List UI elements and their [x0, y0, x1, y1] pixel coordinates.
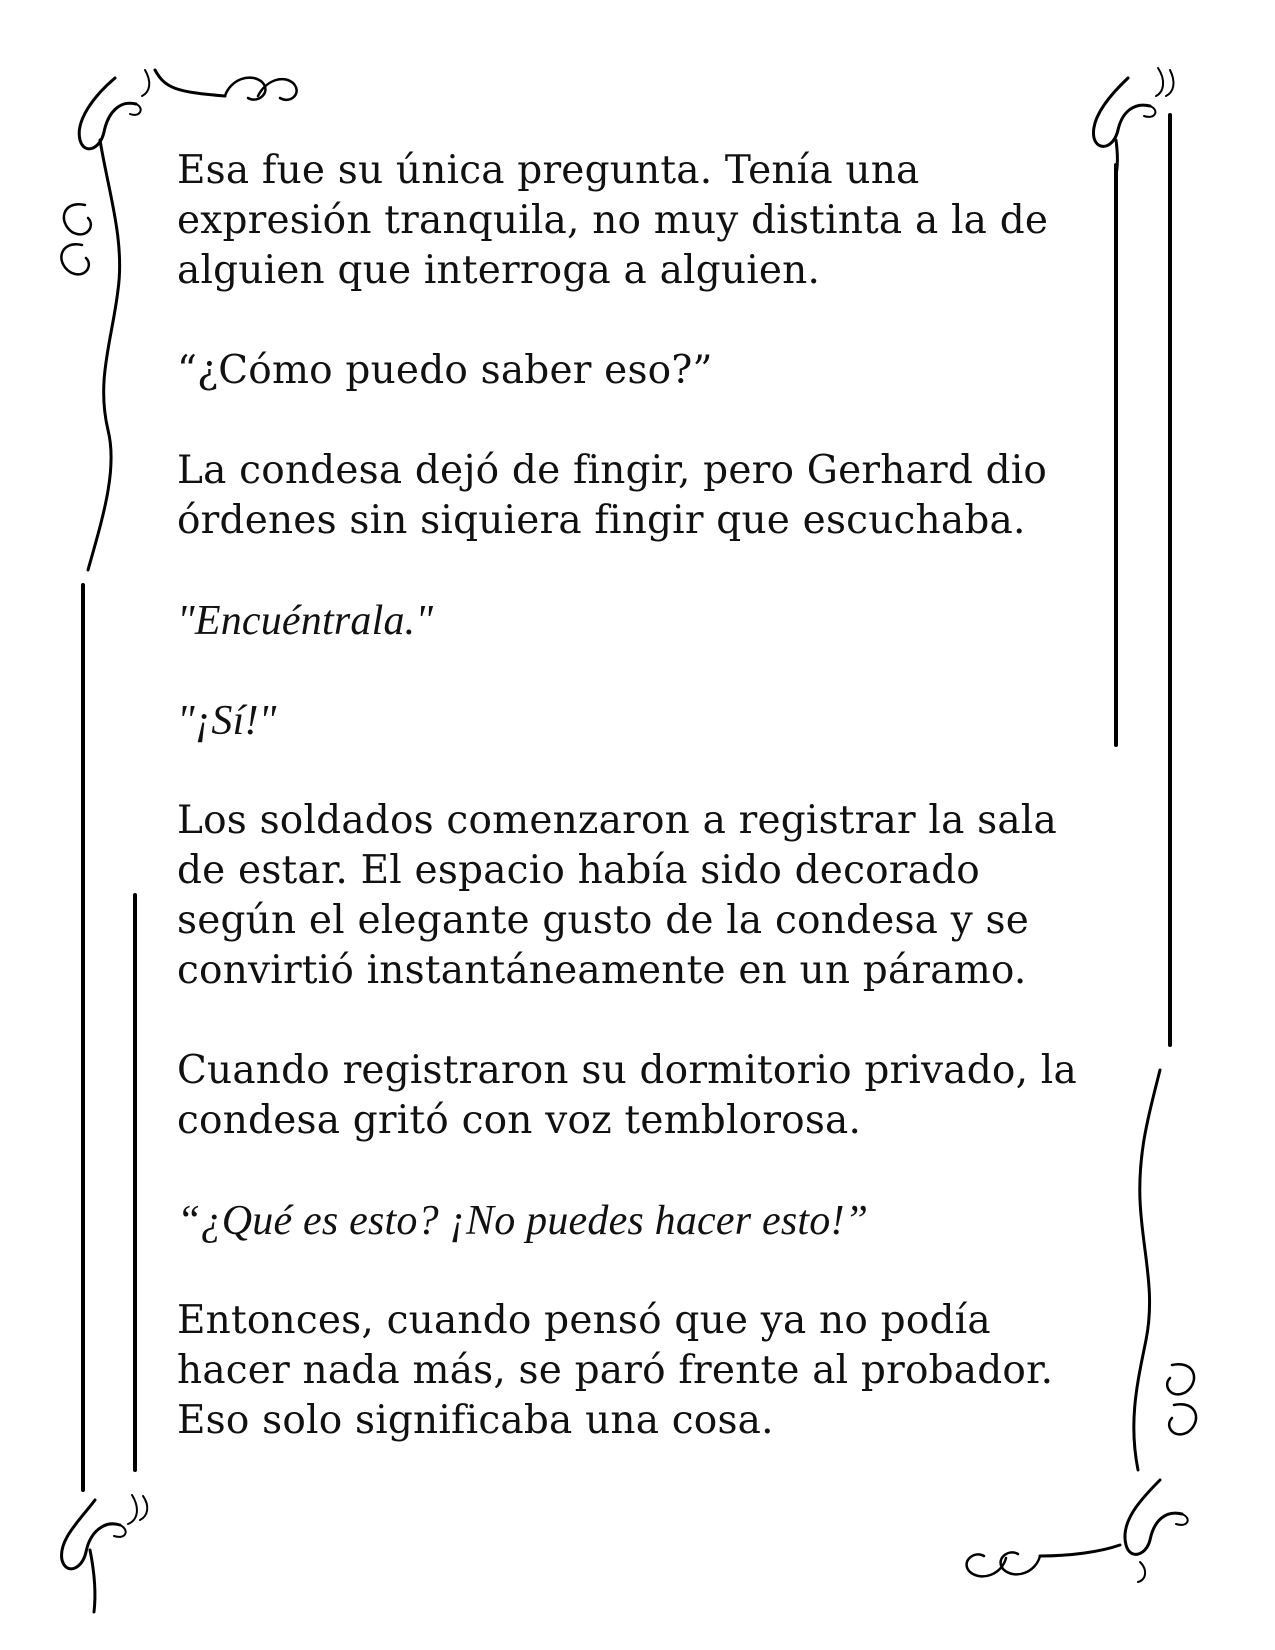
paragraph-3: La condesa dejó de fingir, pero Gerhard dio órdenes sin siquiera fingir que escuchaba. [177, 448, 1048, 543]
paragraph-6: Los soldados comenzaron a registrar la sala de estar. El espacio había sido decorado según el elegante gusto de la condesa y se convirtió instantáneamente en un páramo. [177, 798, 1057, 993]
paragraph-9: Entonces, cuando pensó que ya no podía hacer nada más, se paró frente al probador. Eso solo significaba una cosa. [177, 1298, 1054, 1443]
paragraph-1: Esa fue su única pregunta. Tenía una expresión tranquila, no muy distinta a la de alguien que interroga a alguien. [177, 148, 1049, 293]
paragraph-7: Cuando registraron su dormitorio privado, la condesa gritó con voz temblorosa. [177, 1048, 1077, 1143]
top-right-flourish-icon [1093, 68, 1173, 175]
paragraph-5: "¡Sí!" [177, 698, 277, 744]
paragraph-4: "Encuéntrala." [177, 598, 434, 644]
page-text [177, 146, 1097, 1496]
bottom-left-flourish-icon [62, 1495, 148, 1612]
paragraph-8: “¿Qué es esto? ¡No puedes hacer esto!” [177, 1198, 869, 1244]
paragraph-2: “¿Cómo puedo saber eso?” [177, 348, 713, 393]
